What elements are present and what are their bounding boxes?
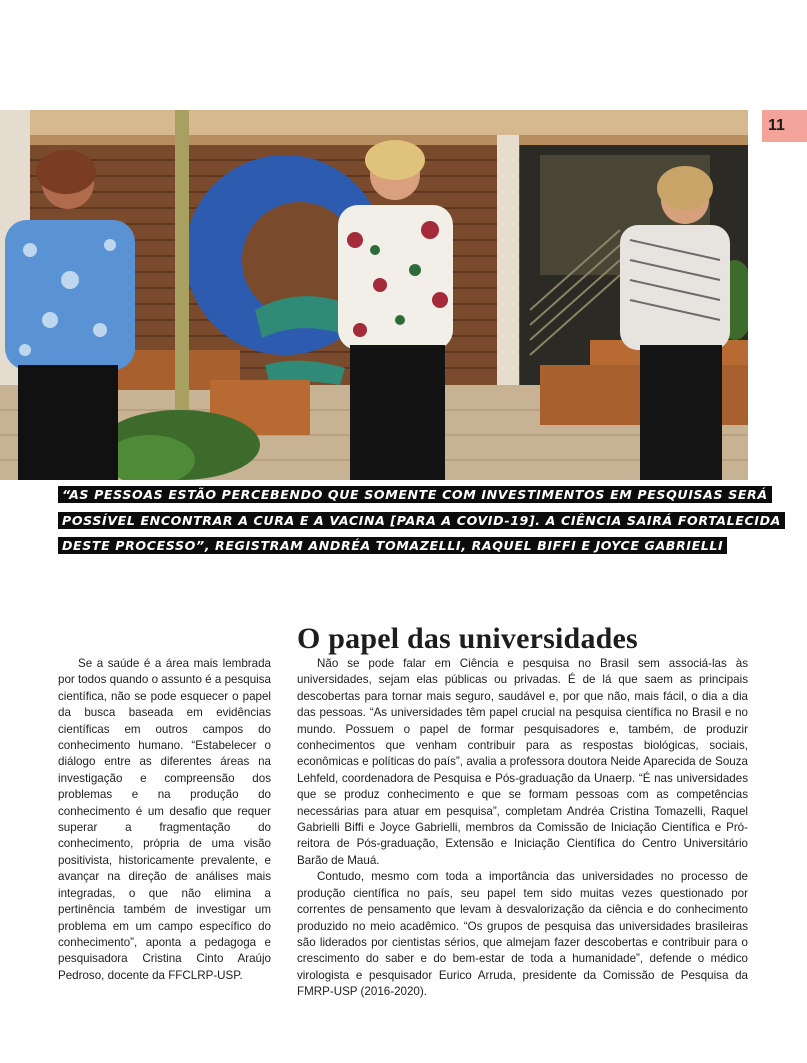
cover-photo: [0, 110, 748, 480]
right-paragraph-1: Não se pode falar em Ciência e pesquisa no Brasil sem associá-las às universidades, sejam elas públicas ou privadas. É de lá que saem as principais descobertas para tornar mais seguro, saudável e, por que não, mais fácil, o dia a dia das pessoas. “As universidades têm papel crucial na pesquisa científica no Brasil e no mundo. Possuem o papel de formar pesquisadores e, também, de produzir conhecimentos que venham contribuir para as respostas biológicas, sociais, econômicas e políticas do país”, avalia a professora doutora Neide Aparecida de Souza Lehfeld, coordenadora de Pesquisa e Pós-graduação da Unaerp. “É nas universidades que se produz conhecimento e que se formam pessoas com as competências necessárias para atuar em pesquisa”, completam Andréa Cristina Tomazelli, Raquel Gabrielli Biffi e Joyce Gabrielli, membros da Comissão de Iniciação Científica e Pró-reitora de Pós-graduação, Extensão e Iniciação Científica do Centro Universitário Barão de Mauá.: [297, 657, 748, 867]
page-number: 11: [762, 110, 807, 142]
left-paragraph: Se a saúde é a área mais lembrada por todos quando o assunto é a pesquisa científica, não se pode esquecer o papel da busca baseada em evidências científicas em outros campos do conhecimento humano. “Estabelecer o diálogo entre as diferentes áreas na investigação e compreensão dos problemas e na produção do conhecimento é um desafio que requer superar a fragmentação do conhecimento, própria de uma visão positivista, historicamente prevalente, e avançar na direção de análises mais integradas, o que não elimina a pertinência também de investigar um problema em um campo específico do conhecimento”, aponta a pedagoga e pesquisadora Cristina Cinto Araújo Pedroso, docente da FFCLRP-USP.: [58, 657, 271, 982]
photo-caption: [58, 482, 781, 559]
caption-line: DESTE PROCESSO”, REGISTRAM ANDRÉA TOMAZELLI, RAQUEL BIFFI E JOYCE GABRIELLI: [58, 537, 727, 554]
caption-line: “AS PESSOAS ESTÃO PERCEBENDO QUE SOMENTE COM INVESTIMENTOS EM PESQUISAS SERÁ: [58, 486, 772, 503]
right-paragraph-2: Contudo, mesmo com toda a importância das universidades no processo de produção científica no país, seu papel tem sido muitas vezes questionado por correntes de pensamento que levam à desvalorização da ciência e do conhecimento produzido no meio acadêmico. “Os grupos de pesquisa das universidades brasileiras são liderados por cientistas sérios, que almejam fazer descobertas e contribuir para o crescimento do saber e do bem-estar de toda a humanidade”, defende o médico virologista e pesquisador Eurico Arruda, presidente da Comissão de Pesquisa da FMRP-USP (2016-2020).: [297, 870, 748, 999]
left-column: [58, 656, 271, 984]
caption-line: POSSÍVEL ENCONTRAR A CURA E A VACINA [PARA A COVID-19]. A CIÊNCIA SAIRÁ FORTALECIDA: [58, 512, 785, 529]
right-column: [297, 656, 748, 1001]
article-headline: O papel das universidades: [297, 622, 638, 655]
